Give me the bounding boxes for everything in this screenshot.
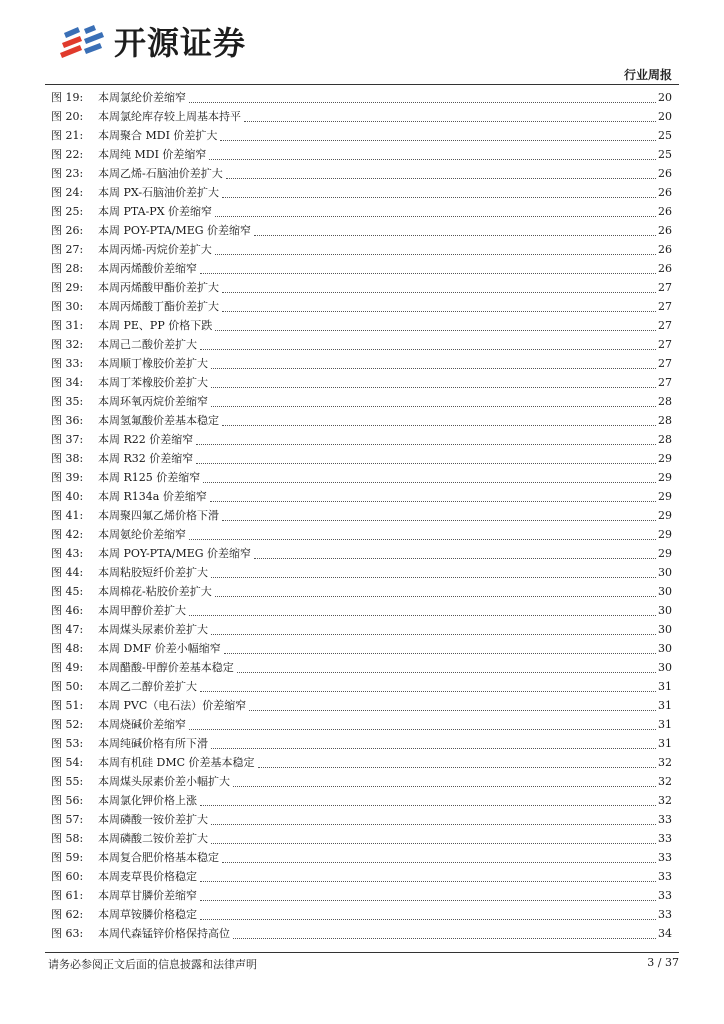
toc-entry[interactable] <box>51 525 672 544</box>
page-number[interactable]: 29 <box>658 452 672 465</box>
dot-leader <box>222 519 656 521</box>
toc-entry[interactable] <box>51 753 672 772</box>
toc-entry[interactable] <box>51 506 672 525</box>
figure-number: 图 28: <box>51 262 84 275</box>
toc-entry[interactable] <box>51 696 672 715</box>
dot-leader <box>215 329 656 331</box>
figure-number: 图 22: <box>51 148 84 161</box>
dot-leader <box>211 576 656 578</box>
figure-title[interactable]: 本周环氧丙烷价差缩窄 <box>98 395 208 408</box>
logo-mark-icon <box>58 21 106 65</box>
page-number[interactable]: 33 <box>658 889 672 902</box>
dot-leader <box>249 709 656 711</box>
dot-leader <box>237 671 656 673</box>
page-number[interactable]: 29 <box>658 528 672 541</box>
dot-leader <box>224 652 656 654</box>
figure-number: 图 19: <box>51 91 84 104</box>
page-number[interactable]: 29 <box>658 471 672 484</box>
footer-divider <box>45 952 679 953</box>
figure-title[interactable]: 本周烧碱价差缩窄 <box>98 718 186 731</box>
dot-leader <box>258 766 657 768</box>
figure-title[interactable]: 本周醋酸-甲醇价差基本稳定 <box>98 661 234 674</box>
figure-number: 图 47: <box>51 623 84 636</box>
page-number[interactable]: 33 <box>658 870 672 883</box>
figure-title[interactable]: 本周丙烯酸价差缩窄 <box>98 262 197 275</box>
figure-number: 图 32: <box>51 338 84 351</box>
page-number[interactable]: 30 <box>658 661 672 674</box>
figure-number: 图 25: <box>51 205 84 218</box>
page-number[interactable]: 30 <box>658 585 672 598</box>
dot-leader <box>189 101 656 103</box>
page-number[interactable]: 29 <box>658 490 672 503</box>
toc-entry[interactable] <box>51 373 672 392</box>
toc-entry[interactable] <box>51 582 672 601</box>
toc-entry[interactable] <box>51 829 672 848</box>
figure-title[interactable]: 本周 PTA-PX 价差缩窄 <box>98 205 213 218</box>
page-number[interactable]: 26 <box>658 186 672 199</box>
toc-entry[interactable] <box>51 335 672 354</box>
figure-number: 图 38: <box>51 452 84 465</box>
dot-leader <box>215 215 656 217</box>
dot-leader <box>211 367 656 369</box>
page-number[interactable]: 30 <box>658 623 672 636</box>
figure-title[interactable]: 本周纯碱价格有所下滑 <box>98 737 208 750</box>
dot-leader <box>200 804 656 806</box>
figure-title[interactable]: 本周己二酸价差扩大 <box>98 338 197 351</box>
figure-number: 图 62: <box>51 908 84 921</box>
figure-number: 图 33: <box>51 357 84 370</box>
figure-title[interactable]: 本周氯纶库存较上周基本持平 <box>98 110 241 123</box>
page-number[interactable]: 32 <box>658 775 672 788</box>
toc-entry[interactable] <box>51 791 672 810</box>
figure-title[interactable]: 本周 R22 价差缩窄 <box>98 433 194 446</box>
page-number[interactable]: 34 <box>658 927 672 940</box>
dot-leader <box>189 728 656 730</box>
figure-number: 图 43: <box>51 547 84 560</box>
figure-title[interactable]: 本周 R134a 价差缩窄 <box>98 490 207 503</box>
page-number[interactable]: 30 <box>658 566 672 579</box>
figure-number: 图 61: <box>51 889 84 902</box>
figure-number: 图 54: <box>51 756 84 769</box>
page-number[interactable]: 29 <box>658 547 672 560</box>
figure-title[interactable]: 本周 POY-PTA/MEG 价差缩窄 <box>98 547 252 560</box>
figure-title[interactable]: 本周氯化钾价格上涨 <box>98 794 197 807</box>
dot-leader <box>209 158 656 160</box>
figure-number: 图 46: <box>51 604 84 617</box>
toc-entry[interactable] <box>51 886 672 905</box>
figure-number: 图 50: <box>51 680 84 693</box>
dot-leader <box>211 405 656 407</box>
dot-leader <box>189 614 656 616</box>
figure-title[interactable]: 本周磷酸一铵价差扩大 <box>98 813 208 826</box>
toc-entry[interactable] <box>51 715 672 734</box>
toc-entry[interactable] <box>51 905 672 924</box>
figure-number: 图 53: <box>51 737 84 750</box>
toc-entry[interactable] <box>51 164 672 183</box>
dot-leader <box>222 424 656 426</box>
figure-title[interactable]: 本周乙烯-石脑油价差扩大 <box>98 167 223 180</box>
toc-entry[interactable] <box>51 202 672 221</box>
figure-number: 图 63: <box>51 927 84 940</box>
page-number[interactable]: 25 <box>658 129 672 142</box>
figure-title[interactable]: 本周麦草畏价格稳定 <box>98 870 197 883</box>
figure-title[interactable]: 本周代森锰锌价格保持高位 <box>98 927 230 940</box>
toc-entry[interactable] <box>51 126 672 145</box>
figure-number: 图 36: <box>51 414 84 427</box>
figure-number: 图 34: <box>51 376 84 389</box>
page-number[interactable]: 25 <box>658 148 672 161</box>
dot-leader <box>211 633 656 635</box>
dot-leader <box>244 120 656 122</box>
toc-entry[interactable] <box>51 221 672 240</box>
figure-number: 图 35: <box>51 395 84 408</box>
dot-leader <box>189 538 656 540</box>
figure-number: 图 60: <box>51 870 84 883</box>
dot-leader <box>222 310 656 312</box>
page-number[interactable]: 28 <box>658 433 672 446</box>
figure-title[interactable]: 本周 PE、PP 价格下跌 <box>98 319 213 332</box>
page-number[interactable]: 26 <box>658 224 672 237</box>
figure-title[interactable]: 本周纯 MDI 价差缩窄 <box>98 148 207 161</box>
page-number[interactable]: 27 <box>658 300 672 313</box>
figure-title[interactable]: 本周 PVC（电石法）价差缩窄 <box>98 699 247 712</box>
report-type-label: 行业周报 <box>623 68 672 82</box>
toc-entry[interactable] <box>51 430 672 449</box>
figure-number: 图 44: <box>51 566 84 579</box>
figure-number: 图 26: <box>51 224 84 237</box>
dot-leader <box>210 500 656 502</box>
header-divider <box>45 84 679 85</box>
toc-entry[interactable] <box>51 848 672 867</box>
page-number[interactable]: 26 <box>658 262 672 275</box>
toc-entry[interactable] <box>51 259 672 278</box>
figure-number: 图 20: <box>51 110 84 123</box>
dot-leader <box>203 481 656 483</box>
dot-leader <box>200 880 656 882</box>
toc-entry[interactable] <box>51 677 672 696</box>
footer-disclaimer: 请务必参阅正文后面的信息披露和法律声明 <box>48 958 257 971</box>
dot-leader <box>200 918 656 920</box>
figure-number: 图 41: <box>51 509 84 522</box>
figure-number: 图 55: <box>51 775 84 788</box>
company-logo <box>58 20 246 66</box>
figure-list <box>51 88 672 943</box>
figure-title[interactable]: 本周草铵膦价格稳定 <box>98 908 197 921</box>
toc-entry[interactable] <box>51 544 672 563</box>
figure-title[interactable]: 本周磷酸二铵价差扩大 <box>98 832 208 845</box>
page-number[interactable]: 27 <box>658 319 672 332</box>
figure-number: 图 24: <box>51 186 84 199</box>
toc-entry[interactable] <box>51 449 672 468</box>
page-number[interactable]: 30 <box>658 642 672 655</box>
figure-number: 图 37: <box>51 433 84 446</box>
toc-entry[interactable] <box>51 563 672 582</box>
page-number[interactable]: 26 <box>658 243 672 256</box>
dot-leader <box>254 557 656 559</box>
figure-title[interactable]: 本周乙二醇价差扩大 <box>98 680 197 693</box>
figure-number: 图 51: <box>51 699 84 712</box>
toc-entry[interactable] <box>51 620 672 639</box>
figure-title[interactable]: 本周有机硅 DMC 价差基本稳定 <box>98 756 255 769</box>
toc-entry[interactable] <box>51 924 672 943</box>
figure-number: 图 42: <box>51 528 84 541</box>
page-number[interactable]: 31 <box>658 718 672 731</box>
figure-number: 图 57: <box>51 813 84 826</box>
dot-leader <box>200 899 656 901</box>
dot-leader <box>196 462 656 464</box>
page-number[interactable]: 28 <box>658 414 672 427</box>
page-number[interactable]: 26 <box>658 205 672 218</box>
toc-entry[interactable] <box>51 734 672 753</box>
page-number[interactable]: 33 <box>658 851 672 864</box>
toc-entry[interactable] <box>51 316 672 335</box>
figure-number: 图 58: <box>51 832 84 845</box>
figure-number: 图 59: <box>51 851 84 864</box>
dot-leader <box>222 196 656 198</box>
toc-entry[interactable] <box>51 183 672 202</box>
dot-leader <box>254 234 656 236</box>
figure-number: 图 27: <box>51 243 84 256</box>
figure-title[interactable]: 本周 DMF 价差小幅缩窄 <box>98 642 221 655</box>
page-number[interactable]: 27 <box>658 281 672 294</box>
page-number[interactable]: 32 <box>658 794 672 807</box>
figure-title[interactable]: 本周丁苯橡胶价差扩大 <box>98 376 208 389</box>
dot-leader <box>222 291 656 293</box>
toc-entry[interactable] <box>51 639 672 658</box>
figure-title[interactable]: 本周棉花-粘胶价差扩大 <box>98 585 212 598</box>
page-number[interactable]: 31 <box>658 737 672 750</box>
toc-entry[interactable] <box>51 658 672 677</box>
figure-title[interactable]: 本周 PX-石脑油价差扩大 <box>98 186 220 199</box>
figure-title[interactable]: 本周煤头尿素价差扩大 <box>98 623 208 636</box>
toc-entry[interactable] <box>51 240 672 259</box>
figure-number: 图 48: <box>51 642 84 655</box>
page-number[interactable]: 32 <box>658 756 672 769</box>
page-number[interactable]: 20 <box>658 110 672 123</box>
figure-number: 图 52: <box>51 718 84 731</box>
toc-entry[interactable] <box>51 392 672 411</box>
page-number[interactable]: 33 <box>658 832 672 845</box>
dot-leader <box>215 595 656 597</box>
toc-entry[interactable] <box>51 107 672 126</box>
dot-leader <box>211 386 656 388</box>
figure-title[interactable]: 本周氯纶价差缩窄 <box>98 91 186 104</box>
toc-entry[interactable] <box>51 772 672 791</box>
page-number[interactable]: 31 <box>658 680 672 693</box>
figure-title[interactable]: 本周氢氟酸价差基本稳定 <box>98 414 219 427</box>
toc-entry[interactable] <box>51 487 672 506</box>
figure-number: 图 31: <box>51 319 84 332</box>
toc-entry[interactable] <box>51 601 672 620</box>
figure-title[interactable]: 本周聚四氟乙烯价格下滑 <box>98 509 219 522</box>
page-number[interactable]: 20 <box>658 91 672 104</box>
figure-number: 图 29: <box>51 281 84 294</box>
page-number[interactable]: 27 <box>658 376 672 389</box>
toc-entry[interactable] <box>51 278 672 297</box>
figure-number: 图 23: <box>51 167 84 180</box>
figure-number: 图 49: <box>51 661 84 674</box>
figure-title[interactable]: 本周丙烯酸丁酯价差扩大 <box>98 300 219 313</box>
figure-title[interactable]: 本周粘胶短纤价差扩大 <box>98 566 208 579</box>
figure-number: 图 40: <box>51 490 84 503</box>
dot-leader <box>222 861 656 863</box>
figure-number: 图 21: <box>51 129 84 142</box>
dot-leader <box>233 937 656 939</box>
toc-entry[interactable] <box>51 88 672 107</box>
page-number[interactable]: 31 <box>658 699 672 712</box>
page-number[interactable]: 27 <box>658 338 672 351</box>
dot-leader <box>200 348 656 350</box>
figure-title[interactable]: 本周 POY-PTA/MEG 价差缩窄 <box>98 224 252 237</box>
page-number[interactable]: 28 <box>658 395 672 408</box>
dot-leader <box>211 747 656 749</box>
dot-leader <box>226 177 656 179</box>
dot-leader <box>200 272 656 274</box>
page-number[interactable]: 33 <box>658 908 672 921</box>
toc-entry[interactable] <box>51 867 672 886</box>
page-number[interactable]: 33 <box>658 813 672 826</box>
toc-entry[interactable] <box>51 354 672 373</box>
figure-title[interactable]: 本周丙烯-丙烷价差扩大 <box>98 243 212 256</box>
toc-entry[interactable] <box>51 468 672 487</box>
figure-title[interactable]: 本周 R32 价差缩窄 <box>98 452 194 465</box>
figure-title[interactable]: 本周顺丁橡胶价差扩大 <box>98 357 208 370</box>
toc-entry[interactable] <box>51 411 672 430</box>
figure-number: 图 30: <box>51 300 84 313</box>
toc-entry[interactable] <box>51 297 672 316</box>
figure-title[interactable]: 本周复合肥价格基本稳定 <box>98 851 219 864</box>
figure-number: 图 45: <box>51 585 84 598</box>
page-number[interactable]: 27 <box>658 357 672 370</box>
dot-leader <box>211 842 656 844</box>
dot-leader <box>211 823 656 825</box>
page-number[interactable]: 29 <box>658 509 672 522</box>
dot-leader <box>215 253 656 255</box>
figure-title[interactable]: 本周 R125 价差缩窄 <box>98 471 201 484</box>
figure-number: 图 56: <box>51 794 84 807</box>
dot-leader <box>233 785 656 787</box>
page-indicator: 3 / 37 <box>647 956 679 969</box>
dot-leader <box>200 690 656 692</box>
logo-text: 开源证券 <box>114 24 247 62</box>
toc-entry[interactable] <box>51 145 672 164</box>
page-number[interactable]: 30 <box>658 604 672 617</box>
figure-title[interactable]: 本周聚合 MDI 价差扩大 <box>98 129 218 142</box>
page-number[interactable]: 26 <box>658 167 672 180</box>
dot-leader <box>220 139 656 141</box>
figure-title[interactable]: 本周煤头尿素价差小幅扩大 <box>98 775 230 788</box>
figure-number: 图 39: <box>51 471 84 484</box>
figure-title[interactable]: 本周丙烯酸甲酯价差扩大 <box>98 281 219 294</box>
figure-title[interactable]: 本周草甘膦价差缩窄 <box>98 889 197 902</box>
dot-leader <box>196 443 656 445</box>
toc-entry[interactable] <box>51 810 672 829</box>
figure-title[interactable]: 本周氨纶价差缩窄 <box>98 528 186 541</box>
figure-title[interactable]: 本周甲醇价差扩大 <box>98 604 186 617</box>
